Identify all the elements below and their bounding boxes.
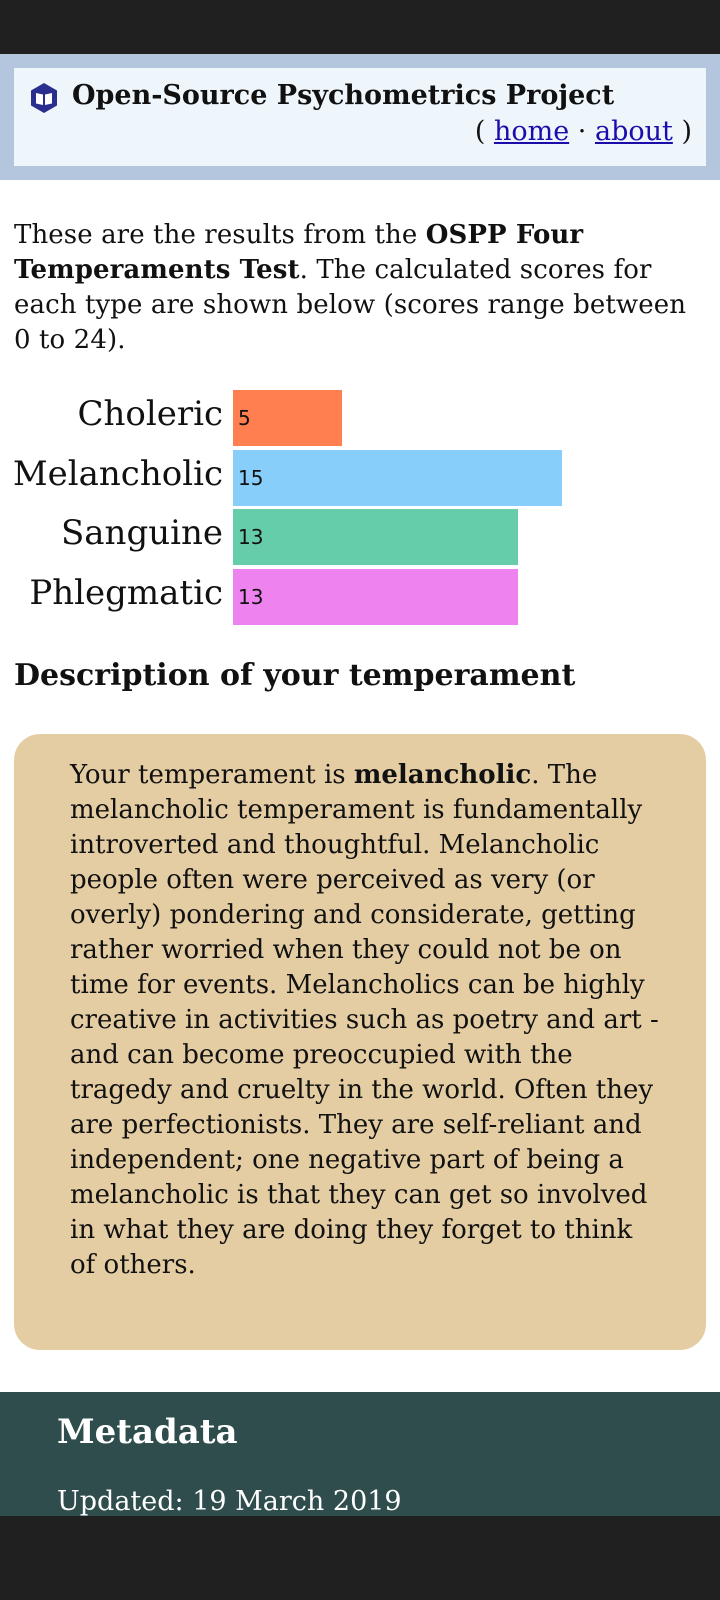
score-bar bbox=[233, 569, 518, 625]
book-icon[interactable] bbox=[28, 82, 60, 114]
description-after: . The melancholic temperament is fundamentally introverted and thoughtful. Melancholic people often were perceived as very (or overly) pondering and considerate, getting rather worried when they could not be on time for events. Melancholics can be highly creative in activities such as poetry and art - and can become preoccupied with the tragedy and cruelty in the world. Often they are perfectionists. They are self-reliant and independent; one negative part of being a melancholic is that they can get so involved in what they are doing they forget to think of others. bbox=[70, 760, 659, 1280]
test-name: OSPP Four Temperaments Test bbox=[14, 220, 584, 285]
nav-separator: · bbox=[577, 116, 587, 147]
bar-label: Phlegmatic bbox=[29, 573, 223, 613]
bar-label: Sanguine bbox=[60, 513, 223, 553]
updated-date: Updated: 19 March 2019 bbox=[57, 1486, 402, 1516]
bar-value-label: 15 bbox=[238, 466, 264, 490]
site-header bbox=[0, 54, 720, 180]
about-link[interactable]: about bbox=[594, 116, 673, 147]
description-text bbox=[70, 758, 660, 1283]
description-before: Your temperament is bbox=[70, 760, 354, 790]
paren-close: ) bbox=[681, 116, 692, 147]
bar-label: Choleric bbox=[77, 394, 223, 434]
intro-text bbox=[14, 218, 694, 358]
intro-after: . The calculated scores for each type are shown below (scores range between 0 to 24). bbox=[14, 255, 687, 355]
bar-value-label: 5 bbox=[238, 406, 251, 430]
temperament-score-chart bbox=[0, 390, 720, 630]
description-heading: Description of your temperament bbox=[14, 658, 576, 693]
description-box bbox=[14, 734, 706, 1350]
navigation-bar bbox=[0, 1516, 720, 1600]
score-bar bbox=[233, 509, 518, 565]
header-nav bbox=[475, 116, 692, 147]
temperament-type: melancholic bbox=[353, 760, 532, 790]
header-box bbox=[14, 68, 706, 166]
score-bar bbox=[233, 450, 562, 506]
site-title[interactable]: Open-Source Psychometrics Project bbox=[72, 80, 615, 111]
bar-label: Melancholic bbox=[12, 454, 223, 494]
metadata-title: Metadata bbox=[57, 1412, 238, 1452]
home-link[interactable]: home bbox=[493, 116, 570, 147]
paren-open: ( bbox=[474, 116, 486, 147]
score-bar bbox=[233, 390, 342, 446]
status-bar bbox=[0, 0, 720, 54]
intro-before: These are the results from the bbox=[14, 220, 426, 250]
bar-value-label: 13 bbox=[238, 525, 264, 549]
metadata-footer bbox=[0, 1392, 720, 1516]
bar-value-label: 13 bbox=[238, 585, 264, 609]
